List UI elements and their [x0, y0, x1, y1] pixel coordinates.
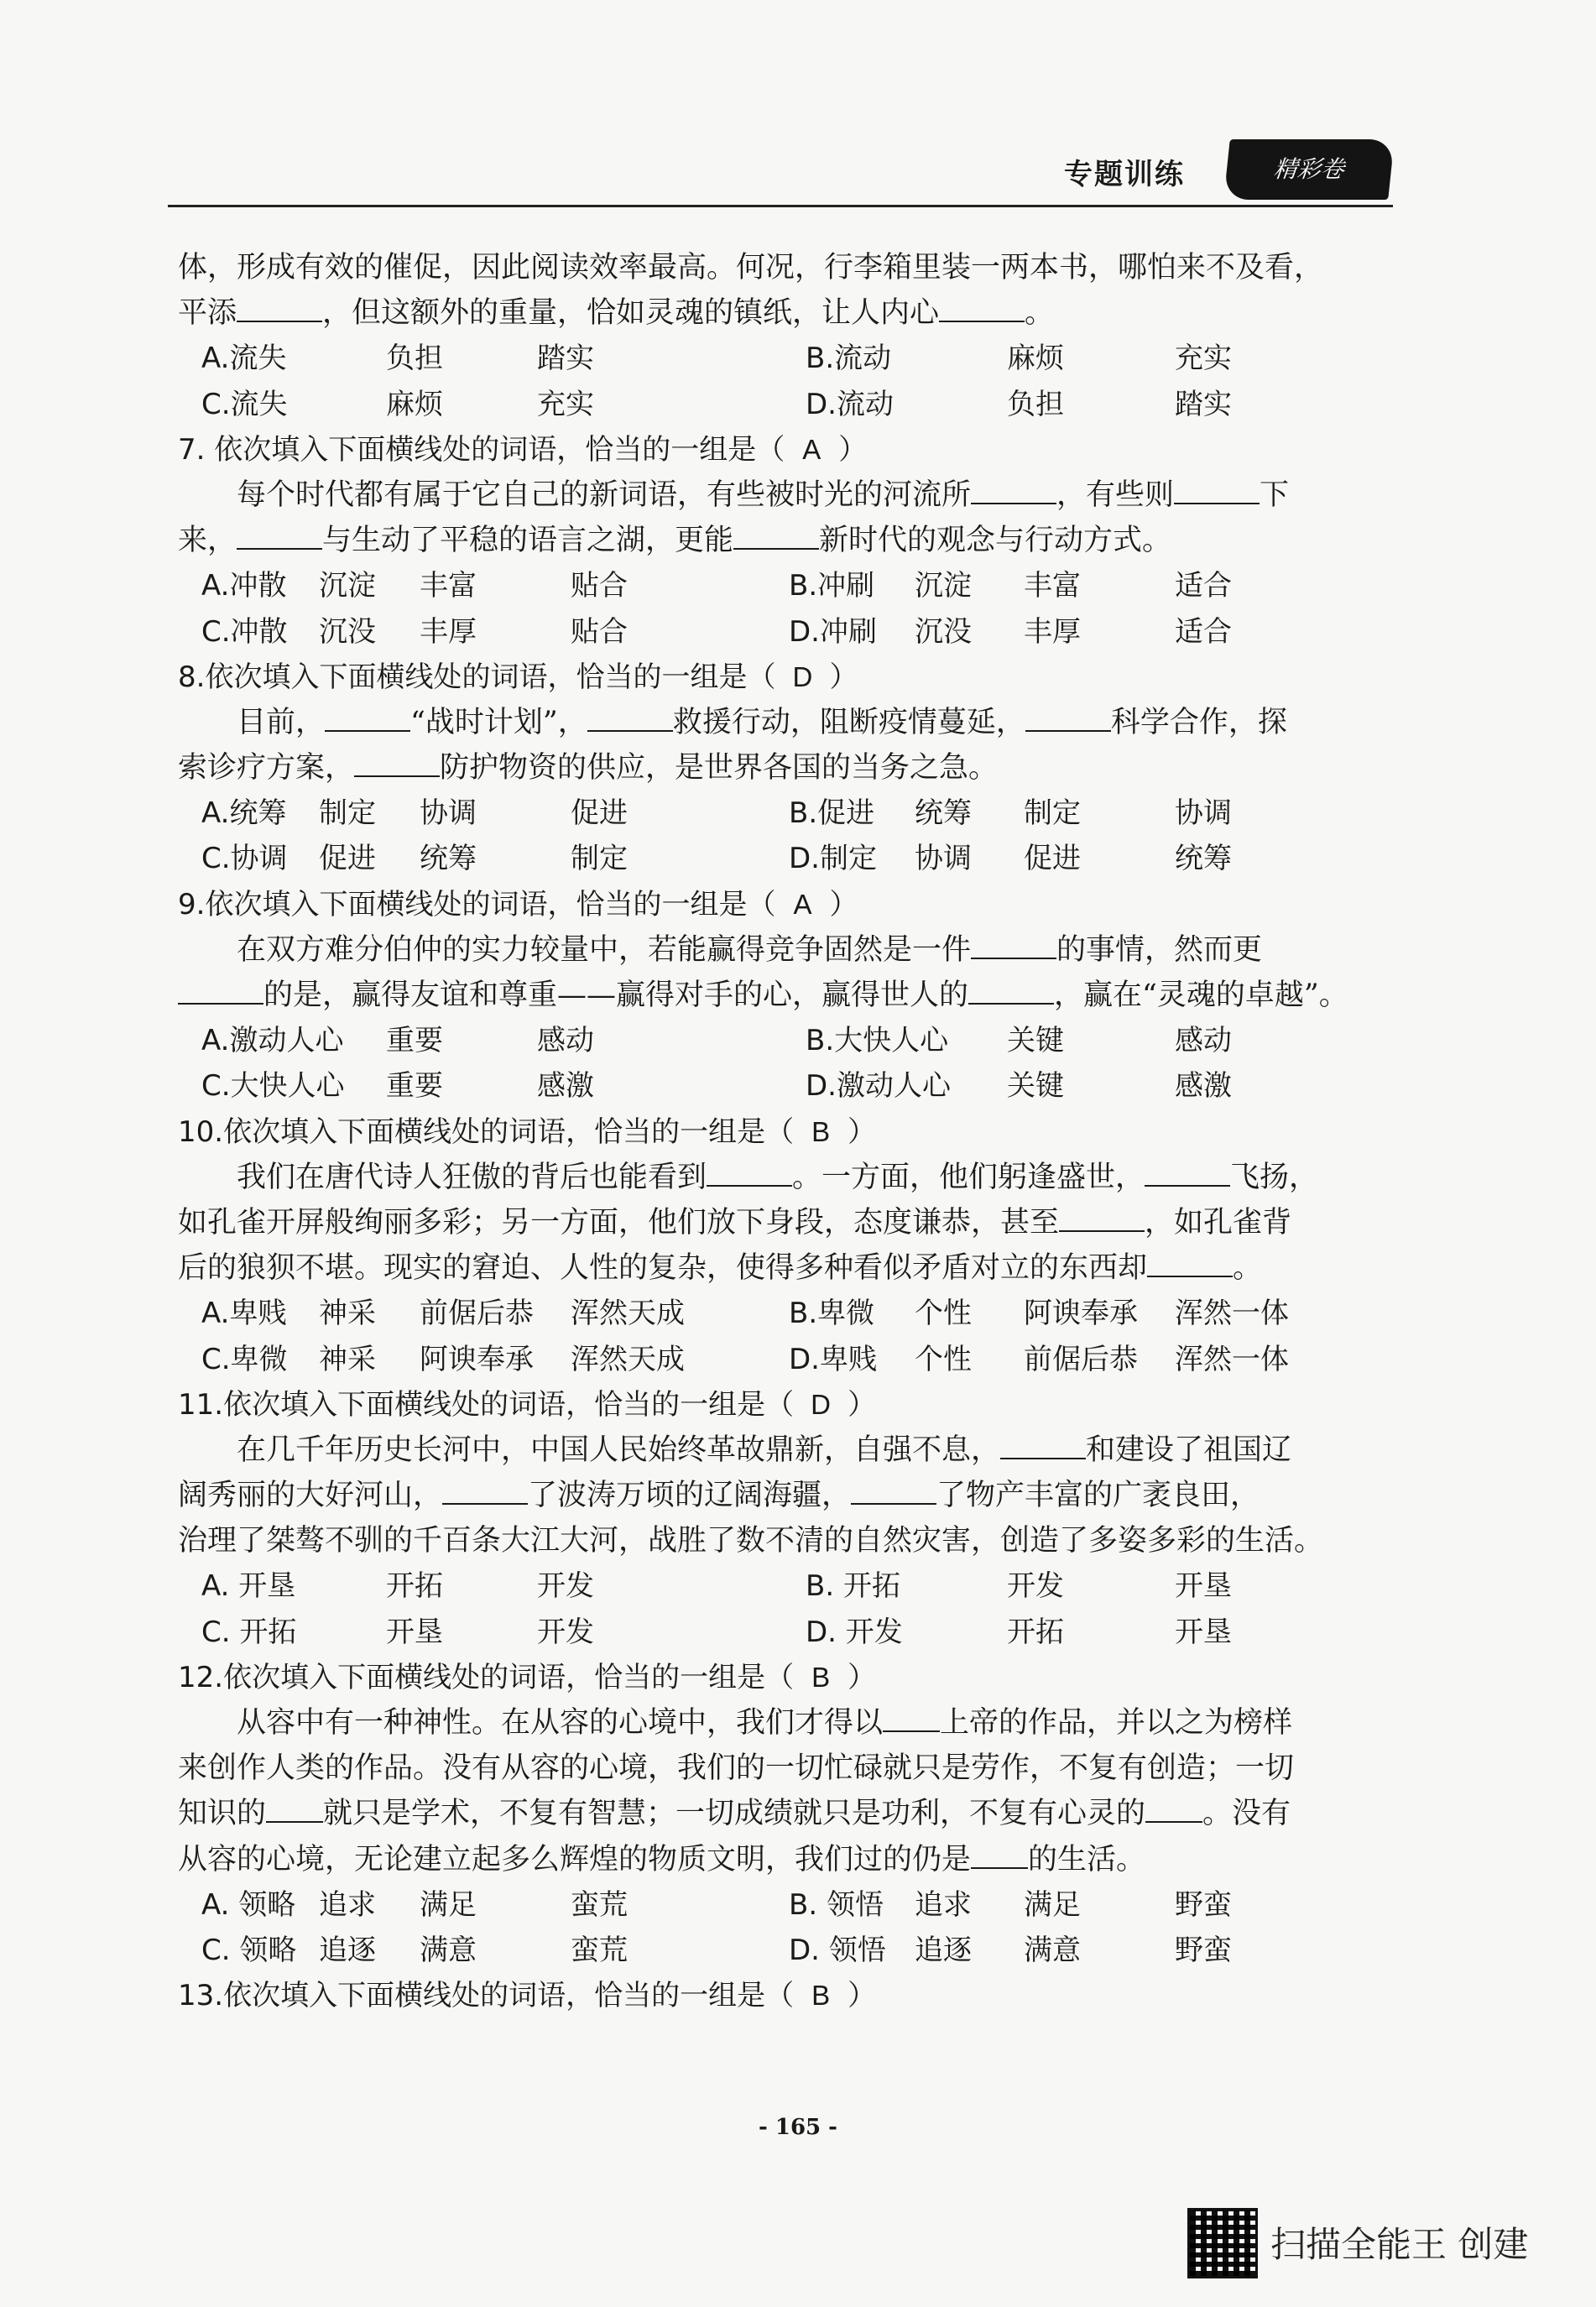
qr-code-icon: [1190, 2210, 1255, 2276]
option-word: 协调: [1175, 796, 1232, 831]
handwritten-answer: D: [792, 660, 813, 692]
option-row: [178, 1882, 1386, 1928]
option-word: 感动: [1175, 1024, 1232, 1058]
option-word: 踏实: [537, 342, 594, 376]
option-word: 促进: [571, 796, 628, 831]
answer-blank: [587, 705, 673, 732]
answer-blank: [1059, 1205, 1145, 1232]
passage-line: 平添 ，但这额外的重量，恰如灵魂的镇纸，让人内心 。: [178, 296, 1055, 331]
option-label: A. 领略: [201, 1887, 296, 1922]
option-word: 充实: [537, 387, 594, 421]
option-word: 蛮荒: [571, 1933, 628, 1967]
option-word: 浑然一体: [1175, 1342, 1289, 1376]
passage-line: 后的狼狈不堪。现实的窘迫、人性的复杂，使得多种看似矛盾对立的东西却 。: [178, 1251, 1263, 1286]
option-word: 麻烦: [386, 387, 443, 421]
option-word: 开拓: [386, 1569, 443, 1604]
option-word: 满足: [1024, 1887, 1081, 1922]
answer-blank: [1174, 478, 1260, 504]
option-word: 沉没: [319, 614, 376, 649]
option-word: 适合: [1175, 614, 1232, 649]
option-row: [178, 1063, 1386, 1109]
option-word: 浑然一体: [1175, 1297, 1289, 1331]
passage-line: 每个时代都有属于它自己的新词语，有些被时光的河流所 ，有些则 下: [237, 478, 1290, 512]
answer-blank: [442, 1478, 528, 1505]
option-row: [178, 1018, 1386, 1063]
option-word: 关键: [1007, 1069, 1064, 1104]
option-word: 统筹: [915, 796, 972, 831]
option-row: [178, 609, 1386, 655]
passage-line: 体，形成有效的催促，因此阅读效率最高。何况，行李箱里装一两本书，哪怕来不及看，: [178, 251, 1324, 284]
option-row: [178, 836, 1386, 881]
question-line: [178, 1382, 1386, 1428]
option-word: 统筹: [1175, 842, 1232, 876]
brand-logo-text: 精彩卷: [1272, 155, 1346, 183]
option-label: A.统筹: [201, 796, 287, 831]
option-word: 浑然天成: [571, 1297, 685, 1331]
answer-blank: [1000, 1433, 1086, 1459]
option-row: [178, 1563, 1386, 1609]
question-prompt: 10.依次填入下面横线处的词语，恰当的一组是（: [178, 1114, 795, 1149]
passage-line: 从容的心境，无论建立起多么辉煌的物质文明，我们过的仍是 的生活。: [178, 1842, 1146, 1876]
option-word: 满意: [420, 1933, 477, 1967]
option-word: 重要: [386, 1024, 443, 1058]
passage-line: 如孔雀开屏般绚丽多彩；另一方面，他们放下身段，态度谦恭，甚至 ，如孔雀背: [178, 1205, 1292, 1240]
option-word: 开发: [537, 1615, 594, 1649]
option-word: 丰富: [420, 569, 477, 603]
passage-line: 在几千年历史长河中，中国人民始终革故鼎新，自强不息， 和建设了祖国辽: [237, 1433, 1292, 1467]
question-paren-close: ）: [848, 1387, 877, 1422]
option-word: 适合: [1175, 569, 1232, 603]
answer-blank: [266, 1796, 323, 1823]
option-word: 贴合: [571, 614, 628, 649]
option-label: A.流失: [201, 342, 287, 376]
option-word: 追逐: [915, 1933, 972, 1967]
option-word: 负担: [386, 342, 443, 376]
option-row: [178, 1610, 1386, 1655]
option-word: 野蛮: [1175, 1933, 1232, 1967]
passage-line: 的是，赢得友谊和尊重——赢得对手的心，赢得世人的 ，赢在“灵魂的卓越”。: [178, 973, 1386, 1018]
answer-blank: [325, 705, 410, 732]
option-label: C.协调: [201, 842, 288, 876]
answer-blank: [968, 978, 1054, 1005]
answer-blank: [178, 978, 263, 1005]
option-word: 前倨后恭: [420, 1297, 534, 1331]
question-line: [178, 1973, 1386, 2018]
option-word: 追求: [319, 1887, 376, 1922]
question-paren-close: ）: [829, 660, 858, 694]
option-word: 神采: [319, 1342, 376, 1376]
question-line: [178, 655, 1386, 700]
answer-blank: [971, 478, 1056, 504]
answer-blank: [883, 1705, 940, 1732]
option-word: 浑然天成: [571, 1342, 685, 1376]
option-word: 踏实: [1175, 387, 1232, 421]
answer-blank: [733, 523, 819, 550]
option-word: 协调: [915, 842, 972, 876]
option-word: 充实: [1175, 342, 1232, 376]
passage-line: 从容中有一种神性。在从容的心境中，我们才得以 上帝的作品，并以之为榜样: [237, 1706, 1293, 1740]
option-label: A.冲散: [201, 569, 287, 603]
question-paren-close: ）: [848, 1114, 877, 1149]
handwritten-answer: B: [811, 1661, 831, 1693]
answer-blank: [237, 523, 322, 550]
option-word: 神采: [319, 1297, 376, 1331]
question-line: [178, 427, 1386, 472]
option-word: 开垦: [1175, 1569, 1232, 1604]
option-word: 感激: [537, 1069, 594, 1104]
question-paren-close: ）: [838, 432, 868, 467]
option-word: 开发: [537, 1569, 594, 1604]
option-row: [178, 336, 1386, 381]
option-label: D.激动人心: [806, 1069, 951, 1104]
option-word: 沉没: [915, 614, 972, 649]
option-word: 负担: [1007, 387, 1064, 421]
page-number: - 165 -: [759, 2115, 837, 2140]
option-row: [178, 1928, 1386, 1973]
passage-line: 来， 与生动了平稳的语言之湖，更能 新时代的观念与行动方式。: [178, 524, 1172, 558]
option-row: [178, 563, 1386, 608]
option-word: 开发: [1007, 1569, 1064, 1604]
option-word: 开垦: [386, 1615, 443, 1649]
answer-blank: [939, 295, 1025, 322]
answer-blank: [354, 750, 440, 777]
option-label: B. 领悟: [789, 1887, 884, 1922]
option-word: 满足: [420, 1887, 477, 1922]
handwritten-answer: B: [811, 1115, 831, 1147]
question-prompt: 11.依次填入下面横线处的词语，恰当的一组是（: [178, 1387, 795, 1422]
option-row: [178, 382, 1386, 427]
option-row: [178, 1291, 1386, 1336]
option-word: 制定: [1024, 796, 1081, 831]
option-label: D. 开发: [806, 1615, 903, 1649]
passage-line: 索诊疗方案， 防护物资的供应，是世界各国的当务之急。: [178, 751, 999, 786]
question-line: [178, 882, 1386, 927]
option-label: A.激动人心: [201, 1024, 344, 1058]
option-label: C.卑微: [201, 1342, 288, 1376]
section-title: 专题训练: [1064, 158, 1185, 191]
option-word: 丰厚: [1024, 614, 1081, 649]
option-word: 重要: [386, 1069, 443, 1104]
option-row: [178, 791, 1386, 836]
handwritten-answer: A: [802, 433, 821, 465]
passage-line: 来创作人类的作品。没有从容的心境，我们的一切忙碌就只是劳作，不复有创造；一切: [178, 1751, 1295, 1786]
option-word: 协调: [420, 796, 477, 831]
answer-blank: [237, 295, 322, 322]
option-word: 感动: [537, 1024, 594, 1058]
handwritten-answer: A: [793, 888, 812, 920]
option-label: A. 开垦: [201, 1569, 296, 1604]
question-paren-close: ）: [848, 1660, 877, 1694]
option-word: 统筹: [420, 842, 477, 876]
option-word: 贴合: [571, 569, 628, 603]
answer-blank: [1145, 1160, 1230, 1187]
answer-blank: [1025, 705, 1111, 732]
option-label: C.冲散: [201, 614, 288, 649]
passage-line: 我们在唐代诗人狂傲的背后也能看到 。一方面，他们躬逢盛世， 飞扬，: [237, 1160, 1319, 1194]
option-word: 满意: [1024, 1933, 1081, 1967]
question-paren-close: ）: [848, 1979, 877, 2013]
option-label: D.制定: [789, 842, 877, 876]
option-word: 麻烦: [1007, 342, 1064, 376]
option-word: 关键: [1007, 1024, 1064, 1058]
passage-line: 知识的 就只是学术，不复有智慧；一切成绩就只是功利，不复有心灵的 。没有: [178, 1797, 1291, 1831]
option-word: 阿谀奉承: [420, 1342, 534, 1376]
option-word: 个性: [915, 1342, 972, 1376]
option-word: 野蛮: [1175, 1887, 1232, 1922]
option-label: D.冲刷: [789, 614, 877, 649]
option-label: C.流失: [201, 387, 288, 421]
option-label: D. 领悟: [789, 1933, 886, 1967]
question-prompt: 8.依次填入下面横线处的词语，恰当的一组是（: [178, 660, 776, 694]
option-word: 沉淀: [915, 569, 972, 603]
option-word: 个性: [915, 1297, 972, 1331]
question-line: [178, 1655, 1386, 1700]
option-label: B.流动: [806, 342, 892, 376]
option-label: C. 开拓: [201, 1615, 297, 1649]
option-label: C.大快人心: [201, 1069, 345, 1104]
option-row: [178, 1337, 1386, 1382]
passage-line: 在双方难分伯仲的实力较量中，若能赢得竞争固然是一件 的事情，然而更: [237, 932, 1263, 967]
answer-blank: [1145, 1796, 1202, 1823]
option-word: 制定: [319, 796, 376, 831]
question-prompt: 9.依次填入下面横线处的词语，恰当的一组是（: [178, 887, 776, 921]
answer-blank: [971, 932, 1056, 959]
answer-blank: [971, 1842, 1028, 1869]
header-divider: [168, 205, 1393, 207]
option-label: D.卑贱: [789, 1342, 877, 1376]
brand-logo: [1223, 139, 1395, 200]
option-label: B.促进: [789, 796, 875, 831]
passage-line: 治理了桀骜不驯的千百条大江大河，战胜了数不清的自然灾害，创造了多姿多彩的生活。: [178, 1524, 1324, 1558]
question-prompt: 12.依次填入下面横线处的词语，恰当的一组是（: [178, 1660, 795, 1694]
option-word: 沉淀: [319, 569, 376, 603]
question-paren-close: ）: [829, 887, 858, 921]
option-word: 制定: [571, 842, 628, 876]
option-word: 促进: [319, 842, 376, 876]
option-label: C. 领略: [201, 1933, 297, 1967]
option-word: 促进: [1024, 842, 1081, 876]
option-word: 丰富: [1024, 569, 1081, 603]
option-label: B.卑微: [789, 1297, 875, 1331]
scanner-watermark-text: 扫描全能王 创建: [1270, 2224, 1529, 2265]
option-word: 丰厚: [420, 614, 477, 649]
answer-blank: [851, 1478, 936, 1505]
passage-line: 阔秀丽的大好河山， 了波涛万顷的辽阔海疆， 了物产丰富的广袤良田，: [178, 1479, 1260, 1513]
option-label: A.卑贱: [201, 1297, 287, 1331]
option-label: D.流动: [806, 387, 894, 421]
question-prompt: 7. 依次填入下面横线处的词语，恰当的一组是（: [178, 432, 785, 467]
option-word: 开拓: [1007, 1615, 1064, 1649]
handwritten-answer: D: [811, 1388, 831, 1420]
document-body: [178, 245, 1386, 2018]
option-word: 感激: [1175, 1069, 1232, 1104]
answer-blank: [1147, 1250, 1233, 1277]
option-label: B.大快人心: [806, 1024, 949, 1058]
option-word: 阿谀奉承: [1024, 1297, 1138, 1331]
handwritten-answer: B: [811, 1980, 831, 2012]
question-line: [178, 1109, 1386, 1155]
answer-blank: [707, 1160, 792, 1187]
option-word: 追逐: [319, 1933, 376, 1967]
passage-line: 目前， “战时计划”， 救援行动，阻断疫情蔓延， 科学合作，探: [237, 705, 1287, 739]
option-label: B. 开拓: [806, 1569, 900, 1604]
option-word: 开垦: [1175, 1615, 1232, 1649]
question-prompt: 13.依次填入下面横线处的词语，恰当的一组是（: [178, 1979, 795, 2013]
option-word: 蛮荒: [571, 1887, 628, 1922]
option-word: 前倨后恭: [1024, 1342, 1138, 1376]
option-label: B.冲刷: [789, 569, 875, 603]
option-word: 追求: [915, 1887, 972, 1922]
